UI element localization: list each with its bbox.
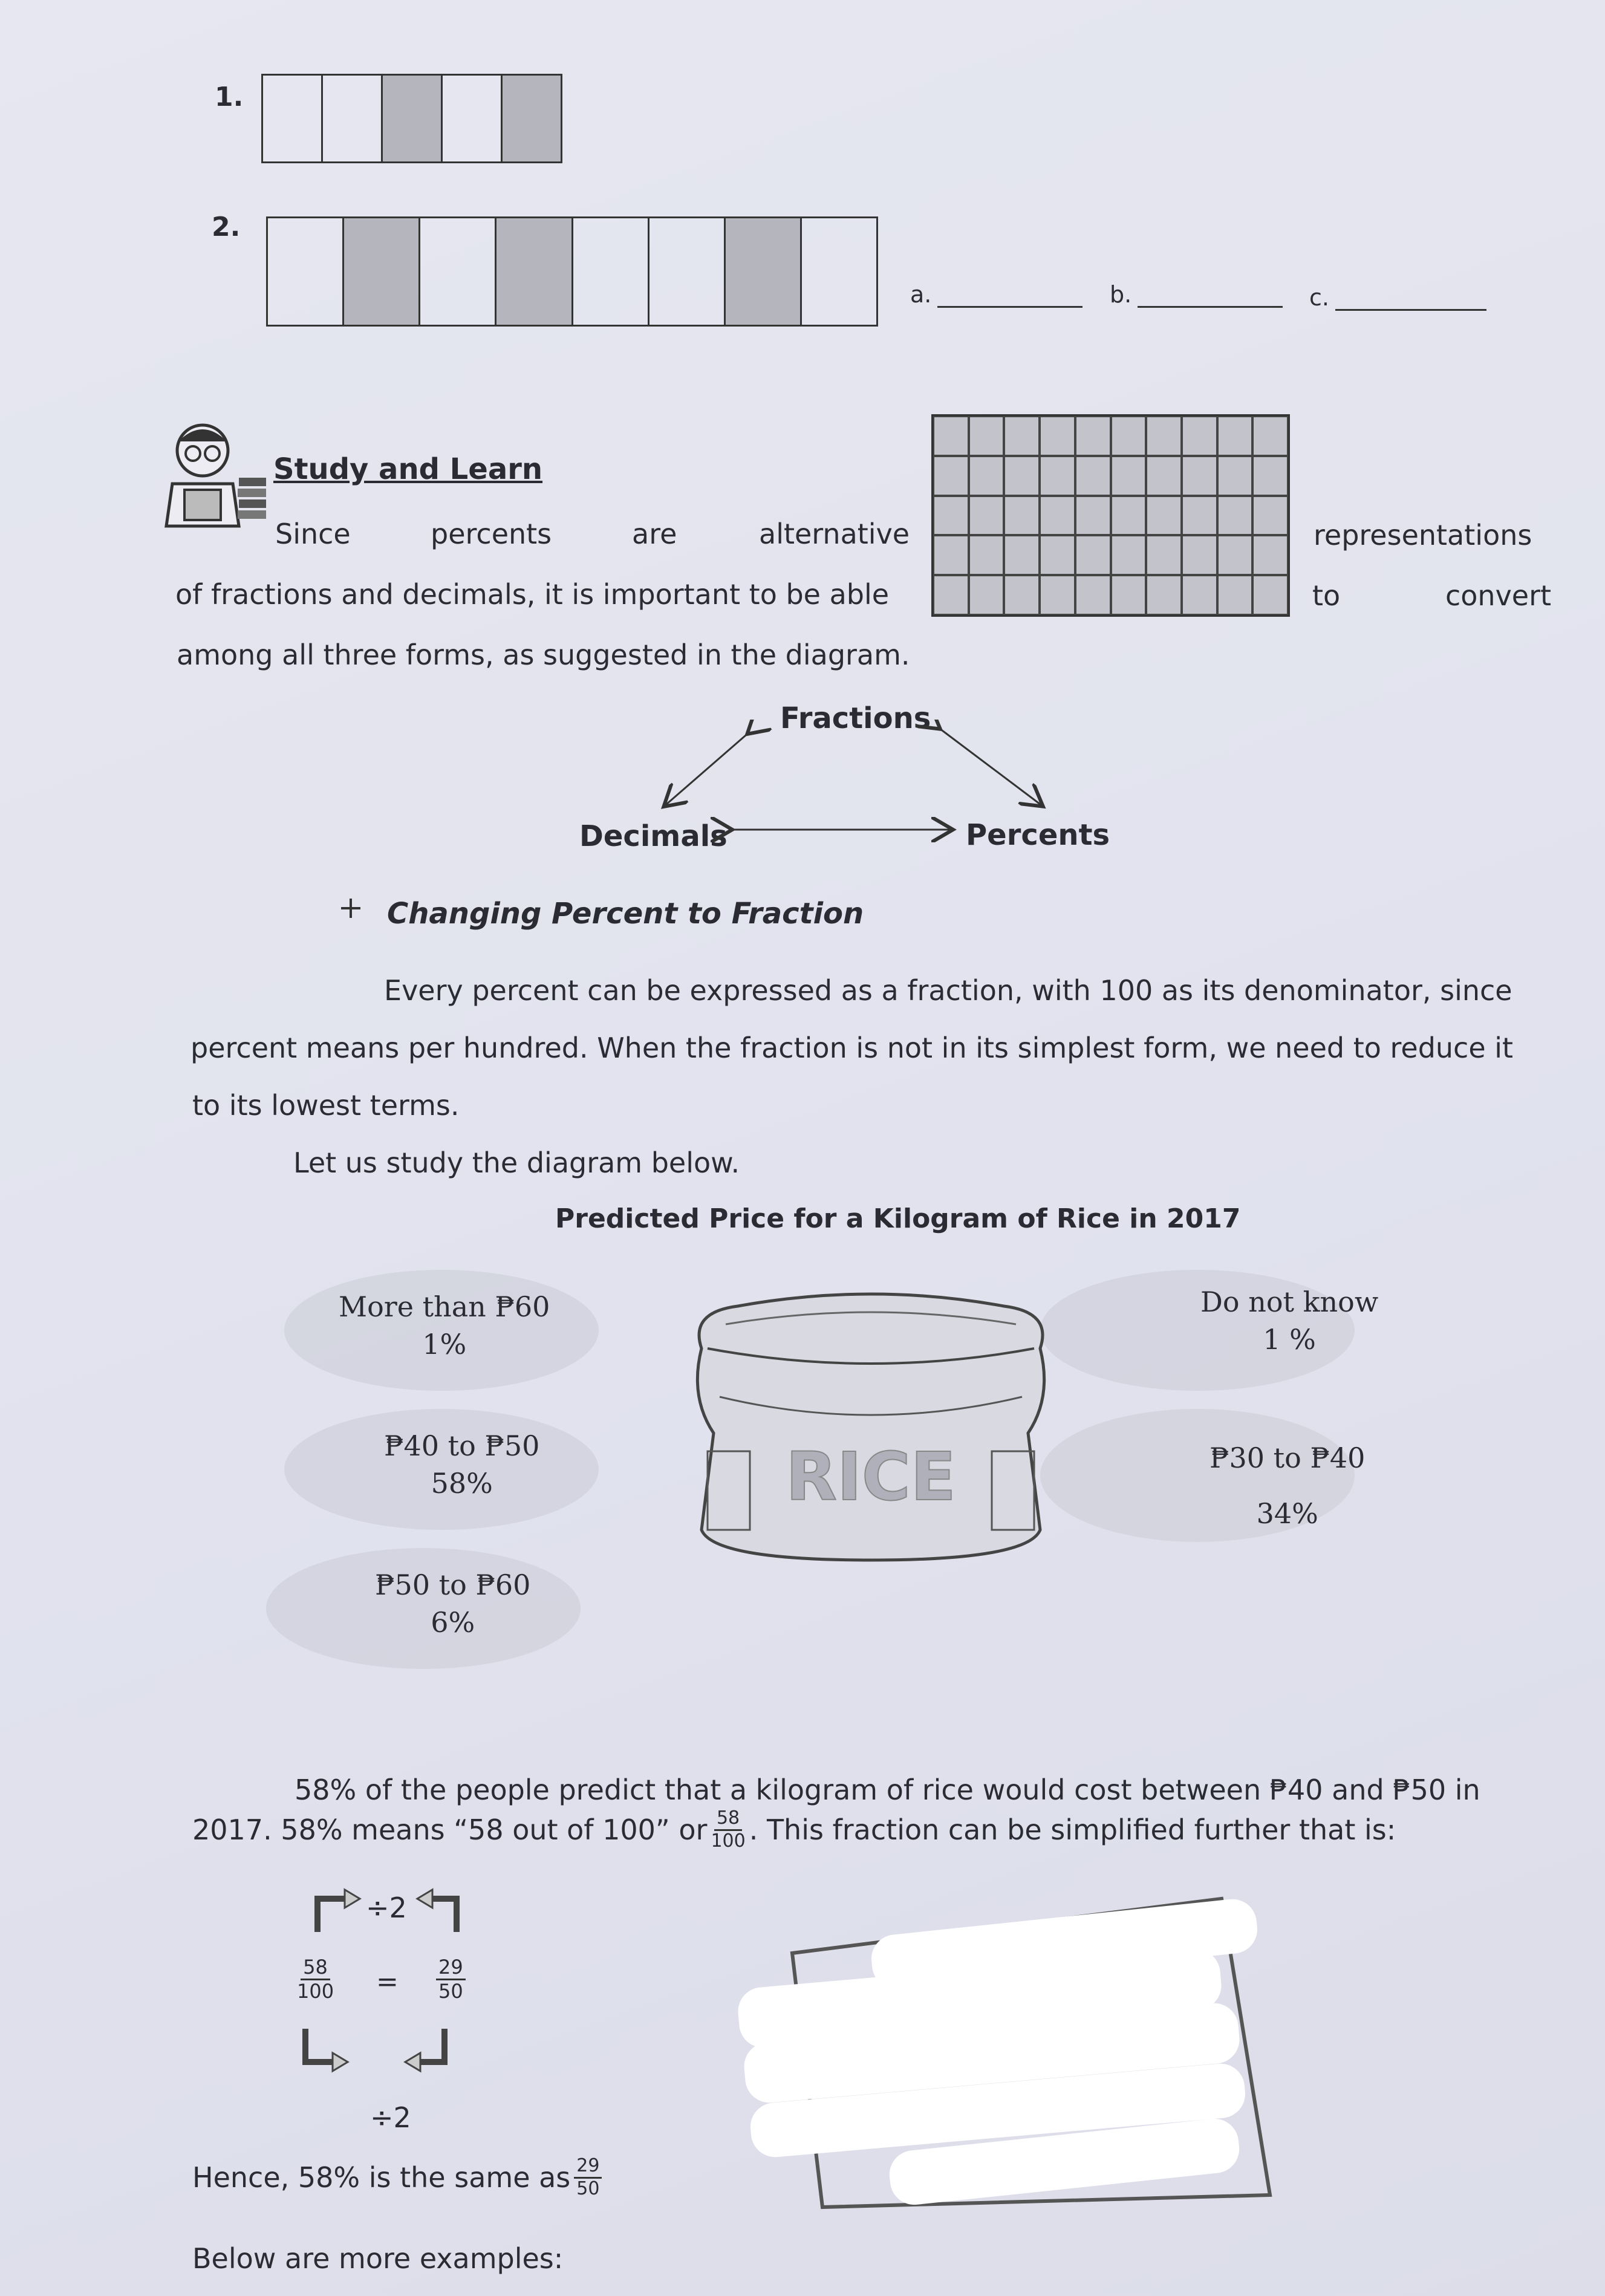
bar-cell-shaded (383, 76, 443, 161)
bar-cell (420, 218, 496, 325)
section-para-line3: to its lowest terms. (192, 1089, 460, 1122)
study-word: percents (431, 518, 552, 550)
diagram-percents: Percents (966, 818, 1110, 852)
diagram-decimals: Decimals (579, 819, 728, 853)
value-label: 58% (431, 1467, 493, 1500)
numerator: 29 (436, 1956, 466, 1980)
exercise-number-1: 1. (215, 82, 244, 112)
bar-cell (573, 218, 649, 325)
divide-label-top: ÷2 (366, 1891, 407, 1924)
answer-blank-b[interactable] (1110, 281, 1283, 308)
bar-cell (649, 218, 726, 325)
student-reading-icon (154, 417, 269, 538)
explanation-line1: 58% of the people predict that a kilogram of rice would cost between ₱40 and ₱50 in (295, 1774, 1480, 1806)
study-line-2: of fractions and decimals, it is important to be able (175, 578, 890, 611)
explanation-text: 2017. 58% means “58 out of 100” or (192, 1813, 708, 1846)
explanation-text: . This fraction can be simplified further that is: (749, 1813, 1396, 1846)
shaded-grid (931, 414, 1290, 617)
pie-label-30-to-40 (1209, 1430, 1365, 1541)
bar-cell-shaded (344, 218, 420, 325)
denominator: 100 (711, 1830, 746, 1852)
fraction-bar-1 (261, 74, 562, 163)
denominator: 50 (576, 2177, 600, 2199)
rice-sack-label: RICE (786, 1438, 956, 1515)
denominator: 50 (438, 1979, 463, 2003)
fraction-58-100 (711, 1808, 745, 1852)
study-word: Since (275, 518, 351, 550)
category-label: Do not know (1200, 1286, 1379, 1318)
divide-label-bottom: ÷2 (370, 2101, 411, 2134)
value-label: 6% (431, 1606, 475, 1639)
conclusion-text: Hence, 58% is the same as (192, 2161, 571, 2194)
rice-sack-illustration (665, 1276, 1076, 1566)
fraction-29-50 (574, 2156, 602, 2199)
pie-label-more-than-60 (339, 1288, 550, 1363)
bar-cell-shaded (726, 218, 802, 325)
study-word: are (632, 518, 677, 550)
fraction-left (297, 1956, 334, 2003)
section-title: Changing Percent to Fraction (387, 897, 864, 931)
study-word: representations (1314, 519, 1532, 551)
bar-cell (268, 218, 344, 325)
category-label: ₱30 to ₱40 (1209, 1442, 1366, 1474)
bullet-cross-icon (339, 896, 363, 920)
value-label: 34% (1256, 1497, 1318, 1530)
study-word: alternative (759, 518, 910, 550)
category-label: ₱40 to ₱50 (384, 1429, 540, 1462)
bar-cell-shaded (503, 76, 561, 161)
blank-line (937, 306, 1082, 308)
bar-cell (443, 76, 503, 161)
exercise-number-2: 2. (212, 212, 241, 242)
fraction-right (436, 1956, 466, 2003)
study-word: convert (1445, 579, 1552, 612)
bar-cell (323, 76, 383, 161)
conclusion-line (192, 2156, 605, 2199)
study-line-3: among all three forms, as suggested in the diagram. (177, 639, 910, 671)
pie-label-50-to-60 (375, 1566, 530, 1641)
numerator: 58 (301, 1956, 330, 1980)
study-word: to (1312, 579, 1341, 612)
lead-in-text: Let us study the diagram below. (293, 1146, 740, 1179)
blank-line (1138, 306, 1283, 308)
blank-label-c: c. (1309, 284, 1329, 311)
answer-blank-c[interactable] (1309, 284, 1486, 311)
blank-label-a: a. (910, 281, 932, 308)
pie-label-40-to-50 (384, 1427, 539, 1502)
section-para-line2: percent means per hundred. When the fraction is not in its simplest form, we need to reduce it (190, 1032, 1514, 1064)
explanation-line2 (192, 1808, 1396, 1852)
category-label: More than ₱60 (339, 1290, 550, 1323)
equals-sign: = (376, 1966, 399, 1997)
blank-line (1335, 309, 1486, 311)
chart-title: Predicted Price for a Kilogram of Rice in 2017 (555, 1203, 1241, 1234)
value-label: 1% (422, 1328, 467, 1361)
blank-label-b: b. (1110, 281, 1132, 308)
numerator: 58 (714, 1808, 742, 1831)
category-label: ₱50 to ₱60 (375, 1569, 531, 1601)
study-learn-heading: Study and Learn (273, 452, 543, 486)
conversion-arrows (659, 720, 1058, 847)
numerator: 29 (574, 2156, 602, 2179)
more-examples-text: Below are more examples: (192, 2242, 564, 2275)
bar-cell (263, 76, 323, 161)
denominator: 100 (297, 1979, 334, 2003)
value-label: 1 % (1263, 1323, 1316, 1356)
bar-cell-shaded (496, 218, 573, 325)
fraction-bar-2 (266, 216, 878, 327)
divide-arrows-bottom (293, 2026, 463, 2080)
bar-cell (802, 218, 876, 325)
diagram-fractions: Fractions (780, 701, 931, 735)
section-para-line1: Every percent can be expressed as a fraction, with 100 as its denominator, since (384, 974, 1512, 1007)
answer-blank-a[interactable] (910, 281, 1082, 308)
pie-label-do-not-know (1200, 1283, 1378, 1358)
